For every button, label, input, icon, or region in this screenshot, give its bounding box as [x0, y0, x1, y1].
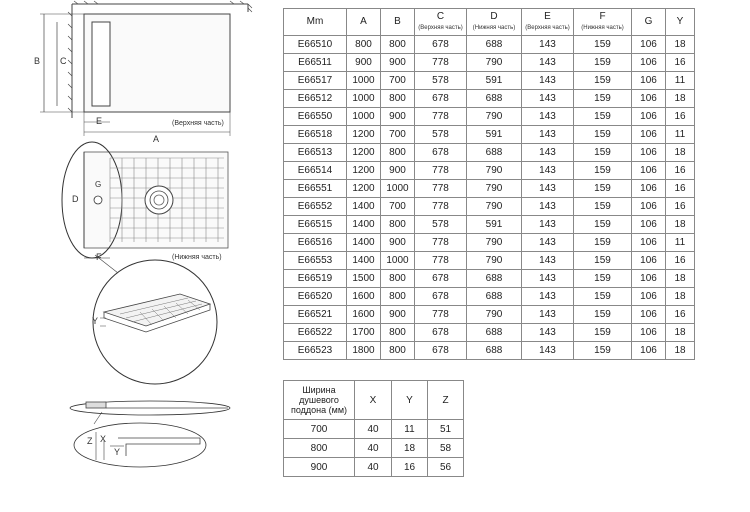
table-row: E66552 1400 700 778 790 143 159 106 16: [284, 198, 695, 216]
table-row: E66514 1200 900 778 790 143 159 106 16: [284, 162, 695, 180]
header-c: C (Верхняя часть): [415, 9, 467, 36]
drawings-svg: [0, 0, 280, 512]
xyz-table: [283, 380, 464, 477]
dim-label-e: E: [96, 116, 103, 126]
table-row: E66522 1700 800 678 688 143 159 106 18: [284, 324, 695, 342]
table-row: E66521 1600 900 778 790 143 159 106 16: [284, 306, 695, 324]
header-e: E (Верхняя часть): [522, 9, 574, 36]
header-y: Y: [392, 381, 428, 420]
dim-label-z: Z: [87, 436, 93, 446]
header-d: D (Нижняя часть): [467, 9, 522, 36]
top-view-drawing: [40, 1, 252, 136]
bottom-view-drawing: [62, 142, 228, 258]
bottom-view-note: (Нижняя часть): [172, 254, 222, 261]
dimensions-table: [283, 8, 695, 360]
header-y: Y: [666, 9, 695, 36]
table-row: E66510 800 800 678 688 143 159 106 18: [284, 36, 695, 54]
table-row: E66553 1400 1000 778 790 143 159 106 16: [284, 252, 695, 270]
header-x: X: [355, 381, 392, 420]
header-a: A: [347, 9, 381, 36]
header-z: Z: [428, 381, 464, 420]
header-model: Mm: [284, 9, 347, 36]
table-row: E66551 1200 1000 778 790 143 159 106 16: [284, 180, 695, 198]
technical-drawings: [0, 0, 280, 512]
xyz-header-row: [284, 381, 464, 420]
dim-label-f: F: [96, 252, 102, 262]
table-row: E66515 1400 800 578 591 143 159 106 18: [284, 216, 695, 234]
dim-label-x: X: [100, 434, 107, 444]
dim-label-y-detail: Y: [92, 316, 99, 326]
table-header-row: [284, 9, 695, 36]
table-row: E66518 1200 700 578 591 143 159 106 11: [284, 126, 695, 144]
dim-label-g: G: [95, 180, 102, 189]
table-row: E66519 1500 800 678 688 143 159 106 18: [284, 270, 695, 288]
dim-label-d: D: [72, 194, 79, 204]
side-detail-drawing: [70, 401, 230, 467]
corner-detail-drawing: [93, 255, 217, 384]
dim-label-b: B: [34, 56, 41, 66]
header-f: F (Нижняя часть): [574, 9, 632, 36]
table-row: E66523 1800 800 678 688 143 159 106 18: [284, 342, 695, 360]
dim-label-y-side: Y: [114, 447, 121, 457]
table-row: E66517 1000 700 578 591 143 159 106 11: [284, 72, 695, 90]
header-tray-width: Ширина душевого поддона (мм): [284, 381, 355, 420]
table-row: 900 40 16 56: [284, 458, 464, 477]
table-row: E66511 900 900 778 790 143 159 106 16: [284, 54, 695, 72]
table-row: E66516 1400 900 778 790 143 159 106 11: [284, 234, 695, 252]
table-row: E66513 1200 800 678 688 143 159 106 18: [284, 144, 695, 162]
table-row: E66550 1000 900 778 790 143 159 106 16: [284, 108, 695, 126]
table-row: E66512 1000 800 678 688 143 159 106 18: [284, 90, 695, 108]
header-g: G: [632, 9, 666, 36]
top-view-note: (Верхняя часть): [172, 120, 224, 127]
header-b: B: [381, 9, 415, 36]
table-row: 800 40 18 58: [284, 439, 464, 458]
table-row: 700 40 11 51: [284, 420, 464, 439]
dim-label-a: A: [153, 134, 160, 144]
dim-label-c: C: [60, 56, 67, 66]
table-row: E66520 1600 800 678 688 143 159 106 18: [284, 288, 695, 306]
